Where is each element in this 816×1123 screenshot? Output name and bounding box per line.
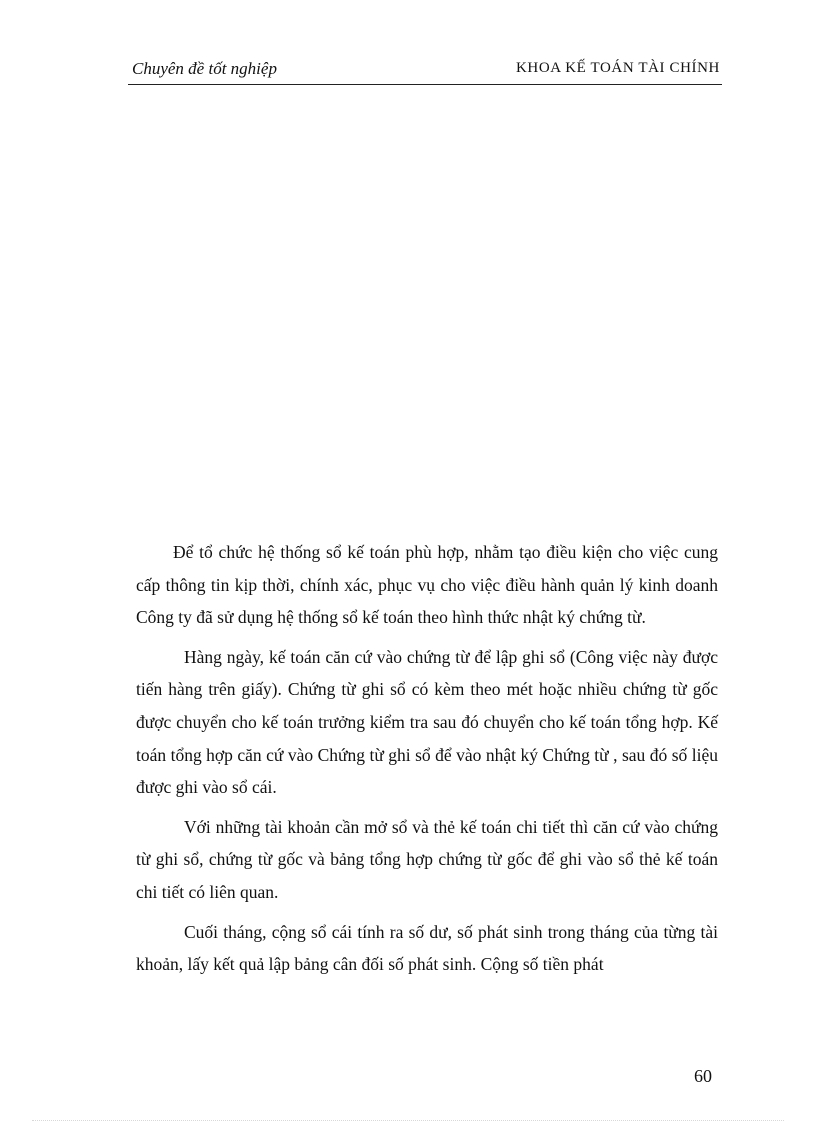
paragraph: Để tổ chức hệ thống sổ kế toán phù hợp, nhằm tạo điều kiện cho việc cung cấp thông tin kịp thời, chính xác, phục vụ cho việc điều hành quản lý kinh doanh Công ty đã sử dụng hệ thống sổ kế toán theo hình thức nhật ký chứng từ. [136, 542, 718, 628]
paragraph: Cuối tháng, cộng sổ cái tính ra số dư, số phát sinh trong tháng của từng tài khoản, lấy kết quả lập bảng cân đối số phát sinh. Cộng số tiền phát [136, 921, 718, 975]
page-number: 60 [694, 1066, 712, 1086]
page-header [128, 58, 722, 85]
body-text [136, 536, 718, 988]
header-thesis-title: Chuyên đề tốt nghiệp [132, 59, 277, 78]
header-department: KHOA KẾ TOÁN TÀI CHÍNH [515, 60, 720, 76]
page-bottom-divider [32, 1120, 784, 1121]
paragraph: Hàng ngày, kế toán căn cứ vào chứng từ để lập ghi sổ (Công việc này được tiến hàng trên giấy). Chứng từ ghi sổ có kèm theo mét hoặc nhiều chứng từ gốc được chuyển cho kế toán trưởng kiểm tra sau đó chuyển cho kế toán tổng hợp. Kế toán tổng hợp căn cứ vào Chứng từ ghi sổ để vào nhật ký Chứng từ , sau đó số liệu được ghi vào sổ cái. [136, 646, 718, 798]
paragraph: Với những tài khoản cần mở sổ và thẻ kế toán chi tiết thì căn cứ vào chứng từ ghi sổ, chứng từ gốc và bảng tổng hợp chứng từ gốc để ghi vào sổ thẻ kế toán chi tiết có liên quan. [136, 816, 718, 902]
